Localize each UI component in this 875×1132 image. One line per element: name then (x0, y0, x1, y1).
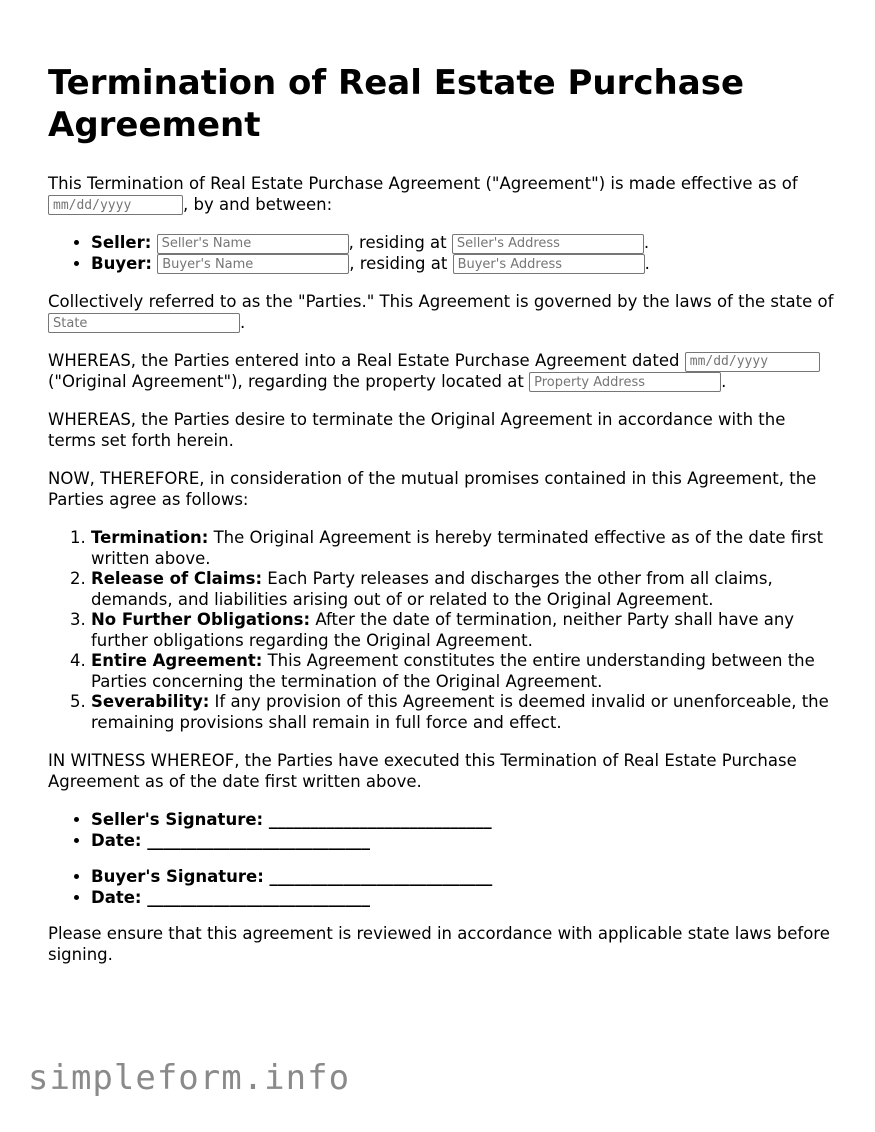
term-text: The Original Agreement is hereby terminated effective as of the date first written above. (91, 528, 824, 568)
term-item (91, 569, 838, 610)
term-text: This Agreement constitutes the entire understanding between the Parties concerning the termination of the Original Agreement. (91, 651, 815, 691)
buyer-address-input[interactable] (453, 254, 645, 274)
closing-paragraph: Please ensure that this agreement is reviewed in accordance with applicable state laws before signing. (48, 924, 830, 964)
term-item (91, 651, 838, 692)
term-label: Release of Claims: (91, 569, 263, 588)
buyer-signature-line (91, 867, 838, 888)
buyer-date-text: Date: ___________________________ (91, 887, 371, 907)
parties-list (48, 233, 838, 274)
term-label: Severability: (91, 692, 210, 711)
term-label: Termination: (91, 528, 209, 547)
buyer-residing-text: , residing at (349, 253, 453, 273)
whereas-terminate-paragraph: WHEREAS, the Parties desire to terminate the Original Agreement in accordance with the terms set forth herein. (48, 410, 786, 450)
seller-signature-block (48, 810, 838, 851)
governing-law-paragraph (48, 292, 838, 333)
intro-text-before: This Termination of Real Estate Purchase Agreement ("Agreement") is made effective as of (48, 174, 798, 193)
governing-text: Collectively referred to as the "Parties." This Agreement is governed by the laws of the state of (48, 292, 834, 311)
term-item (91, 610, 838, 651)
buyer-end: . (644, 253, 650, 273)
buyer-label: Buyer: (91, 253, 153, 273)
governing-end: . (240, 312, 246, 332)
intro-text-after: , by and between: (183, 194, 333, 214)
party-seller (91, 233, 838, 254)
seller-signature-line (91, 810, 838, 831)
witness-paragraph: IN WITNESS WHEREOF, the Parties have executed this Termination of Real Estate Purchase Agreement as of the date first written above. (48, 751, 797, 791)
now-therefore-paragraph: NOW, THEREFORE, in consideration of the mutual promises contained in this Agreement, the Parties agree as follows: (48, 469, 817, 509)
watermark: simpleform.info (28, 1058, 351, 1098)
buyer-signature-text: Buyer's Signature: ___________________________ (91, 867, 493, 886)
seller-end: . (643, 233, 650, 252)
buyer-name-input[interactable] (157, 254, 349, 274)
buyer-signature-block (48, 867, 838, 908)
whereas1-text-before: WHEREAS, the Parties entered into a Real Estate Purchase Agreement dated (48, 351, 685, 370)
property-address-input[interactable] (529, 372, 721, 392)
seller-name-input[interactable] (157, 234, 349, 254)
term-text: Each Party releases and discharges the other from all claims, demands, and liabilities arising out of or related to the Original Agreement. (91, 569, 773, 609)
term-text: If any provision of this Agreement is deemed invalid or unenforceable, the remaining provisions shall remain in full force and effect. (91, 692, 829, 732)
seller-date-text: Date: ___________________________ (91, 830, 371, 850)
term-item (91, 528, 838, 569)
whereas1-end: . (721, 371, 727, 391)
seller-address-input[interactable] (452, 234, 644, 254)
term-text: After the date of termination, neither Party shall have any further obligations regarding the Original Agreement. (91, 610, 795, 650)
state-input[interactable] (48, 313, 240, 333)
term-item (91, 692, 838, 733)
intro-paragraph (48, 174, 838, 215)
document (48, 62, 838, 983)
document-title: Termination of Real Estate Purchase Agreement (48, 63, 745, 145)
whereas1-text-middle: ("Original Agreement"), regarding the property located at (48, 371, 530, 391)
terms-list (48, 528, 838, 733)
term-label: Entire Agreement: (91, 651, 263, 670)
seller-signature-text: Seller's Signature: ___________________________ (91, 810, 492, 829)
effective-date-input[interactable] (48, 195, 183, 215)
seller-date-line (91, 831, 838, 852)
term-label: No Further Obligations: (91, 610, 311, 629)
party-buyer (91, 254, 838, 275)
buyer-date-line (91, 888, 838, 909)
seller-residing-text: , residing at (348, 233, 452, 252)
seller-label: Seller: (91, 233, 152, 252)
whereas-original-paragraph (48, 351, 838, 392)
original-agreement-date-input[interactable] (685, 352, 820, 372)
